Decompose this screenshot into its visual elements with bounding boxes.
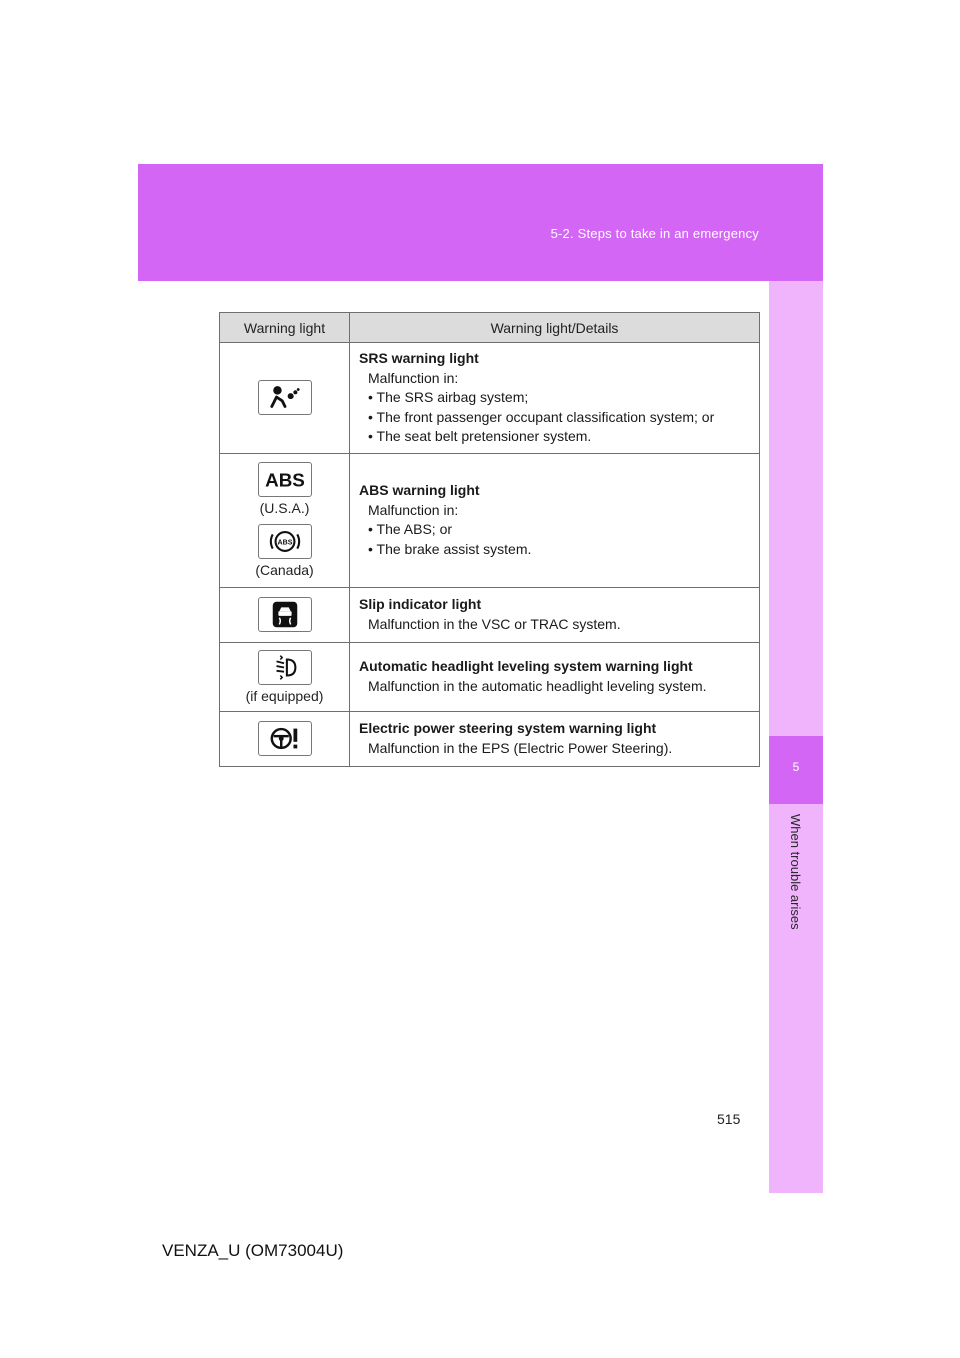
details-cell: [350, 587, 760, 642]
icon-cell: [220, 642, 350, 711]
icon-cell: [220, 453, 350, 587]
details-cell: [350, 711, 760, 766]
warning-intro: Malfunction in the automatic headlight leveling system.: [368, 677, 707, 694]
headlight-leveling-icon: [258, 650, 312, 685]
warning-intro: Malfunction in the EPS (Electric Power Steering).: [368, 739, 673, 756]
equipped-label: (if equipped): [245, 687, 324, 704]
section-title: 5-2. Steps to take in an emergency: [550, 226, 759, 241]
abs-circle-icon: [258, 524, 312, 559]
chapter-number: 5: [769, 736, 823, 804]
page-number: 515: [717, 1111, 741, 1127]
chapter-side-tab: [769, 281, 823, 1193]
column-header-details: Warning light/Details: [350, 313, 760, 343]
warning-bullet: • The SRS airbag system;: [368, 389, 529, 405]
warning-bullet: • The front passenger occupant classification system; or: [368, 408, 715, 425]
region-label-canada: (Canada): [255, 562, 314, 578]
table-row: [220, 711, 760, 766]
column-header-icon: Warning light: [220, 313, 350, 343]
warning-intro: Malfunction in:: [368, 501, 459, 518]
table-row: [220, 453, 760, 587]
icon-cell: [220, 343, 350, 454]
slip-indicator-icon: [258, 597, 312, 632]
warning-bullet: • The brake assist system.: [368, 540, 532, 557]
warning-intro: Malfunction in the VSC or TRAC system.: [368, 615, 621, 632]
table-row: [220, 587, 760, 642]
table-row: [220, 343, 760, 454]
eps-warning-icon: [258, 721, 312, 756]
warning-title: ABS warning light: [359, 482, 480, 498]
srs-airbag-icon: [258, 380, 312, 415]
details-cell: [350, 453, 760, 587]
chapter-label: When trouble arises: [788, 814, 803, 930]
document-code: VENZA_U (OM73004U): [162, 1241, 344, 1260]
svg-text:ABS: ABS: [264, 469, 305, 491]
svg-text:ABS: ABS: [277, 539, 292, 547]
warning-title: Slip indicator light: [359, 596, 482, 612]
header-band: [138, 164, 823, 281]
warning-light-table: [219, 312, 760, 767]
icon-cell: [220, 587, 350, 642]
table-header-row: [220, 313, 760, 343]
warning-title: SRS warning light: [359, 350, 479, 366]
details-cell: [350, 343, 760, 454]
warning-bullet: • The ABS; or: [368, 521, 453, 537]
warning-intro: Malfunction in:: [368, 369, 459, 386]
abs-text-icon: [258, 462, 312, 497]
region-label-usa: (U.S.A.): [259, 500, 310, 516]
warning-title: Electric power steering system warning light: [359, 720, 657, 736]
icon-cell: [220, 711, 350, 766]
warning-bullet: • The seat belt pretensioner system.: [368, 428, 592, 444]
table-row: [220, 642, 760, 711]
warning-title: Automatic headlight leveling system warning light: [359, 658, 693, 674]
details-cell: [350, 642, 760, 711]
